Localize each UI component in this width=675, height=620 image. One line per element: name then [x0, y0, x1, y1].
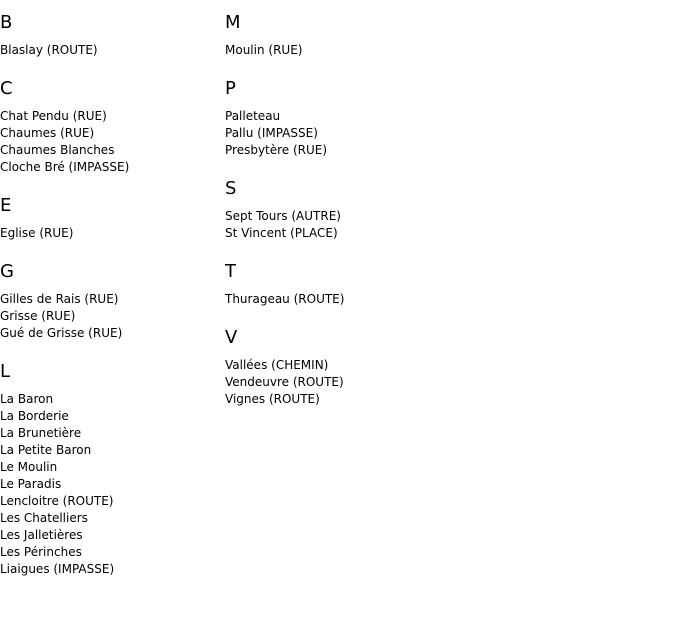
street-link[interactable]: Les Jalletières: [0, 528, 83, 542]
street-link[interactable]: Gilles de Rais (RUE): [0, 292, 119, 306]
street-list: [225, 42, 445, 59]
street-link[interactable]: Vendeuvre (ROUTE): [225, 375, 344, 389]
letter-heading: P: [225, 78, 236, 99]
letter-group-s: [225, 178, 445, 242]
street-link[interactable]: Pallu (IMPASSE): [225, 126, 318, 140]
letter-heading: L: [0, 361, 11, 382]
letter-heading: B: [0, 12, 13, 33]
letter-heading: C: [0, 78, 13, 99]
letter-group-g: [0, 261, 220, 342]
street-link[interactable]: Chaumes Blanches: [0, 143, 115, 157]
street-list: [0, 291, 220, 342]
street-list: [225, 291, 445, 308]
street-index-column-left: [0, 12, 220, 597]
letter-group-l: [0, 361, 220, 578]
street-link[interactable]: Chat Pendu (RUE): [0, 109, 107, 123]
letter-heading: G: [0, 261, 14, 282]
letter-heading: T: [225, 261, 236, 282]
street-link[interactable]: St Vincent (PLACE): [225, 226, 338, 240]
street-link[interactable]: Chaumes (RUE): [0, 126, 95, 140]
street-list: [0, 42, 220, 59]
street-link[interactable]: Les Chatelliers: [0, 511, 88, 525]
letter-heading: S: [225, 178, 237, 199]
street-link[interactable]: La Petite Baron: [0, 443, 92, 457]
street-link[interactable]: Cloche Bré (IMPASSE): [0, 160, 130, 174]
street-index-column-right: [225, 12, 445, 427]
street-link[interactable]: Blaslay (ROUTE): [0, 43, 98, 57]
street-link[interactable]: Lencloitre (ROUTE): [0, 494, 114, 508]
letter-heading: M: [225, 12, 241, 33]
letter-group-m: [225, 12, 445, 59]
street-list: [0, 108, 220, 176]
letter-heading: E: [0, 195, 12, 216]
street-link[interactable]: Eglise (RUE): [0, 226, 74, 240]
letter-group-b: [0, 12, 220, 59]
street-link[interactable]: La Baron: [0, 392, 54, 406]
street-link[interactable]: Vallées (CHEMIN): [225, 358, 329, 372]
letter-group-v: [225, 327, 445, 408]
street-link[interactable]: La Brunetière: [0, 426, 82, 440]
letter-group-t: [225, 261, 445, 308]
street-link[interactable]: Vignes (ROUTE): [225, 392, 320, 406]
letter-heading: V: [225, 327, 238, 348]
street-list: [0, 225, 220, 242]
street-link[interactable]: Liaigues (IMPASSE): [0, 562, 115, 576]
letter-group-p: [225, 78, 445, 159]
street-list: [225, 357, 445, 408]
letter-group-c: [0, 78, 220, 176]
street-link[interactable]: Thurageau (ROUTE): [225, 292, 345, 306]
street-link[interactable]: Palleteau: [225, 109, 281, 123]
street-link[interactable]: Sept Tours (AUTRE): [225, 209, 341, 223]
street-link[interactable]: Presbytère (RUE): [225, 143, 328, 157]
street-list: [225, 208, 445, 242]
street-list: [225, 108, 445, 159]
street-link[interactable]: Moulin (RUE): [225, 43, 303, 57]
street-list: [0, 391, 220, 578]
street-link[interactable]: Le Moulin: [0, 460, 58, 474]
street-link[interactable]: Grisse (RUE): [0, 309, 76, 323]
street-link[interactable]: Les Périnches: [0, 545, 82, 559]
street-link[interactable]: Gué de Grisse (RUE): [0, 326, 123, 340]
street-link[interactable]: La Borderie: [0, 409, 69, 423]
letter-group-e: [0, 195, 220, 242]
street-link[interactable]: Le Paradis: [0, 477, 62, 491]
